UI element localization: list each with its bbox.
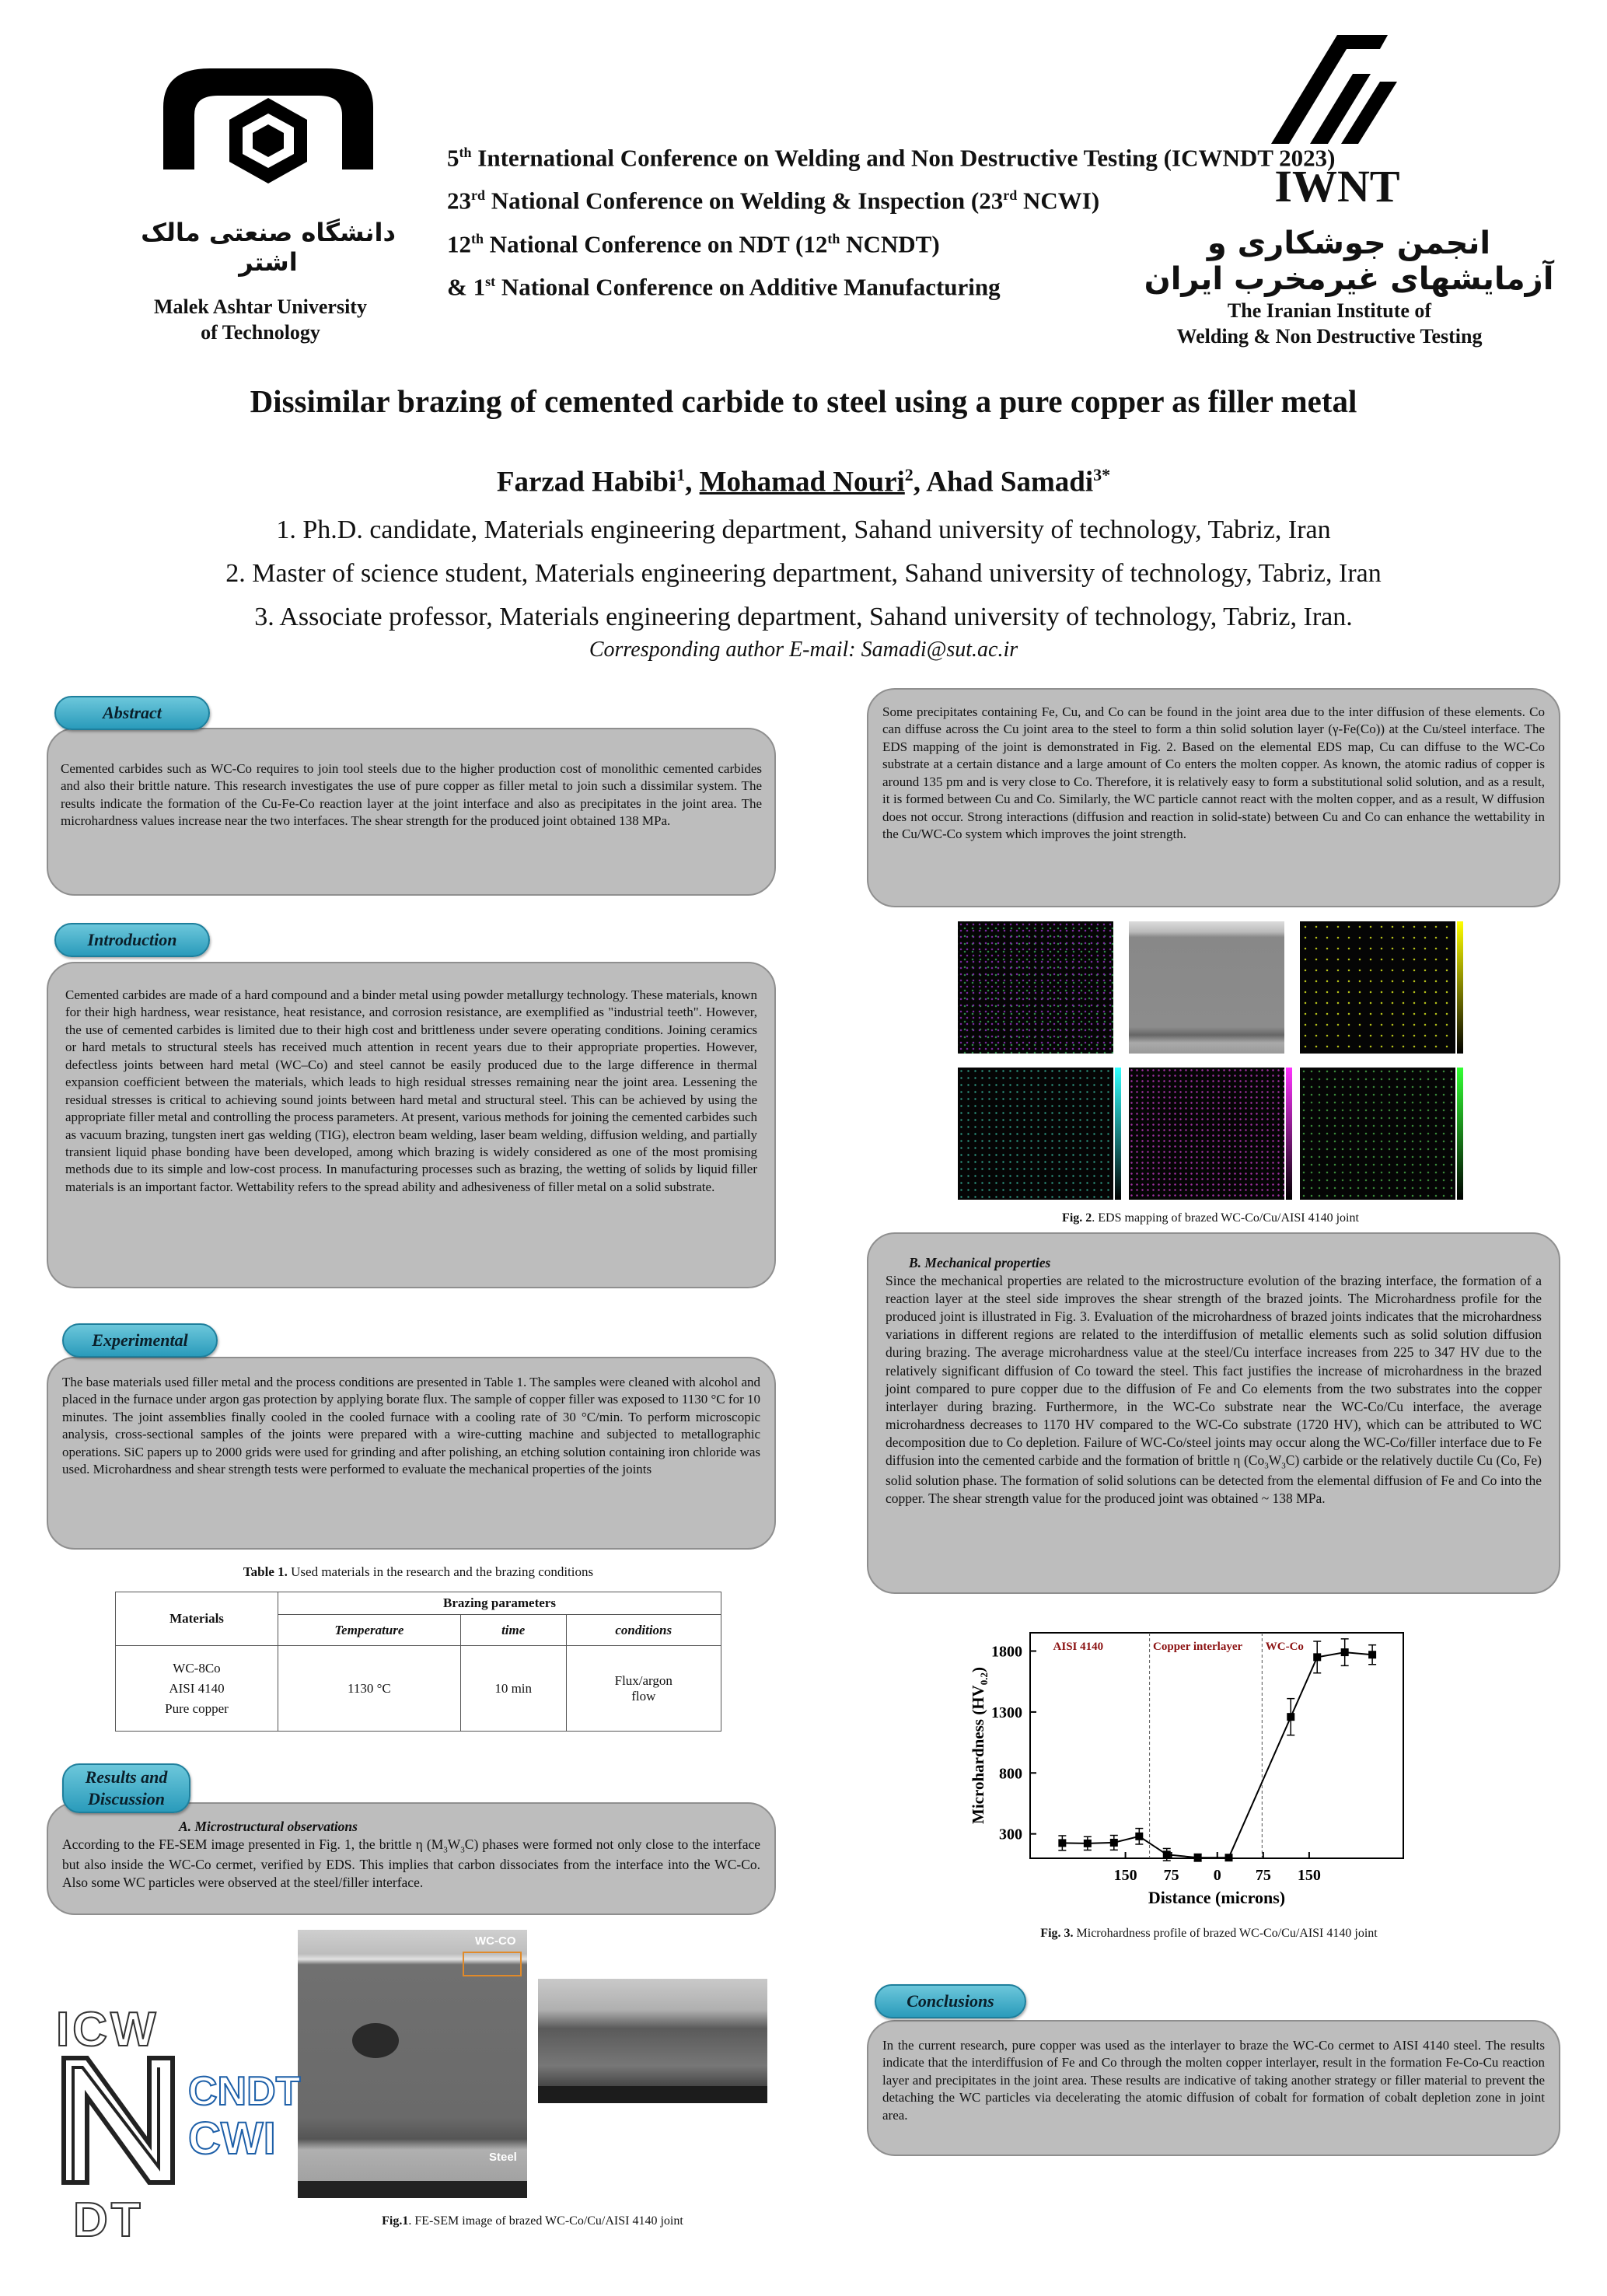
fig1-sem-zoom <box>538 1979 767 2103</box>
fig1-caption: Fig.1. FE-SEM image of brazed WC-Co/Cu/AISI 4140 joint <box>382 2214 683 2228</box>
malek-ashtar-logo <box>148 53 389 232</box>
right-top-text: Some precipitates containing Fe, Cu, and Co can be found in the joint area due to the inter diffusion of these elements. Co can diffuse across the Cu joint area to the steel to form a thin solid solution layer (γ-Fe(Co)) at the Cu/steel interface. The EDS mapping of the joint is demonstrated in Fig. 2. Based on the elemental EDS map, Cu can diffuse to the WC-Co substrate at a certain distance and a large amount of Co enters the molten copper. As known, the atomic radius of copper is around 135 pm and is very close to Co. Therefore, it is relatively easy to form a substitutional solid solution, and as a result, it is formed between Cu and Co. Similarly, the WC particle cannot react with the molten copper, and as a result, W diffusion does not occur. Strong interactions (diffusion and reaction in solid-state) between Cu and Co can enhance the wettability in the Cu/WC-Co system which improves the joint strength. <box>882 704 1545 842</box>
mechanical-text: Since the mechanical properties are related to the microstructure evolution of the brazing interface, the formation of a reaction layer at the steel side improves the shear strength of the brazed joints. The Microhardness profile for the produced joint is illustrated in Fig. 3. Evaluation of the microhardness of brazed joints indicates that the microhardness variations in different regions are related to the interdiffusion of metallic elements such as solid solution diffusion during brazing. The average microhardness value at the steel/Cu interface increases from 225 to 347 HV due to the relatively significant diffusion of Co toward the steel. This fact justifies the increase of microhardness in the brazed joint compared to pure copper due to the diffusion of Fe and Co elements from the two substrates into the copper interlayer during brazing. Furthermore, in the WC-Co substrate near the WC-Co/Cu interface, the average microhardness decreases to 1170 HV compared to the WC-Co substrate (1720 HV), which can be attributed to WC decomposition due to Co depletion. Failure of WC-Co/steel joints may occur along the WC-Co/filler interface due to Fe diffusion into the cemented carbide and the formation of brittle η $(Co_3W_3C)$ carbide or the relatively ductile Cu (Co, Fe) solid solution phase. The formation of solid solutions can be detected from the elemental diffusion of Fe and Co into the copper. The shear strength value for the produced joint was obtained ~ 138 MPa. <box>886 1273 1542 1507</box>
conclusions-heading: Conclusions <box>875 1984 1026 2018</box>
author-3-sup: 3* <box>1093 465 1111 484</box>
corresponding-email: Corresponding author E-mail: Samadi@sut.ac.ir <box>589 638 1018 662</box>
nn-monogram-icon <box>56 2050 180 2190</box>
data-point <box>1163 1850 1171 1858</box>
affiliation-2: 2. Master of science student, Materials engineering department, Sahand university of technology, Tabriz, Iran <box>225 559 1382 588</box>
data-point <box>1287 1713 1294 1721</box>
eds-w-scale <box>1457 921 1463 1054</box>
introduction-heading: Introduction <box>54 923 210 957</box>
author-2-sup: 2 <box>904 465 914 484</box>
malek-ashtar-persian-name: دانشگاه صنعتی مالک اشتر <box>141 218 396 277</box>
fig1-label-top: WC-CO <box>475 1934 516 1948</box>
experimental-text: The base materials used filler metal and the process conditions are presented in Table 1. The samples were cleaned with alcohol and placed in the furnace under argon gas protection by applying borate flux. The sample of copper filler was exposed to 1130 °C for 10 minutes. The joint assemblies finally cooled in the cooled furnace with a cooling rate of 30 °C/min. To perform microscopic analysis, cross-sectional samples of the joints were prepared with a wire-cutting machine and subjected to metallographic operations. SiC papers up to 2000 grids were used for grinding and after polishing, an etching solution containing iron chloride was used. Microhardness and shear strength tests were performed to evaluate the mechanical properties of the joints <box>62 1375 760 1477</box>
left-org-line2: of Technology <box>201 321 320 344</box>
results-heading-line1: Results and <box>85 1767 168 1787</box>
results-text: According to the FE-SEM image presented in Fig. 1, the brittle η $(M_3W_3C)$ phases were formed not only close to the interface but also inside the WC-Co cermet, verified by EDS. This implies that carbon dissociates from the interface into the WC-Co. Also some WC particles were observed at the steel/filler interface. <box>62 1836 760 1891</box>
y-axis-title: Microhardness $(HV_{0.2})$ <box>969 1667 990 1824</box>
eds-map-fe-co-cu <box>958 921 1113 1054</box>
conference-line-3: 12th National Conference on NDT (12th NCNDT) <box>447 229 940 257</box>
eds-map-co <box>1300 1068 1455 1200</box>
author-1-sup: 1 <box>676 465 686 484</box>
conclusions-text: In the current research, pure copper was used as the interlayer to braze the WC-Co cermet to AISI 4140 steel. The results indicate that the interdiffusion of Fe and Co through the molten copper interlayer, result in the formation Fe-Co-Cu reaction layer and precipitates in the joint area. These results are indicative of taking another strategy or filler material to prevent the detaching the WC particles via decelerating the atomic diffusion of cobalt for formation of cobalt depletion zone in joint area. <box>882 2038 1545 2123</box>
iwnt-persian-name: انجمن جوشکاری و آزمایشهای غیرمخرب ایران <box>1144 225 1554 297</box>
icw-logo-text: ICW <box>56 2003 159 2057</box>
data-point <box>1110 1839 1118 1847</box>
eds-map-cu <box>1129 1068 1284 1200</box>
table1-col-time: time <box>460 1615 566 1646</box>
eds-co-scale <box>1457 1068 1463 1200</box>
author-3: Ahad Samadi <box>926 466 1094 498</box>
y-tick-label: 300 <box>999 1826 1022 1843</box>
data-point <box>1341 1648 1349 1656</box>
right-top-box <box>867 688 1560 907</box>
table1-cell-materials: WC-8Co AISI 4140 Pure copper <box>116 1646 278 1732</box>
fig1-scalebar-strip <box>298 2181 527 2198</box>
table1-col-conditions: conditions <box>566 1615 721 1646</box>
data-point <box>1135 1833 1143 1840</box>
data-point <box>1194 1854 1202 1861</box>
abstract-text: Cemented carbides such as WC-Co requires to join tool steels due to the higher production cost of monolithic cemented carbides and also their brittle nature. This research investigates the use of pure copper as filler metal to join such a dissimilar system. The results indicate the formation of the Cu-Fe-Co reaction layer at the joint interface and also as precipitates in the joint area. The microhardness values increase near the two interfaces. The shear strength for the produced joint obtained 138 MPa. <box>61 761 762 829</box>
x-tick-label: 75 <box>1163 1867 1179 1884</box>
poster-title: Dissimilar brazing of cemented carbide to steel using a pure copper as filler metal <box>250 383 1357 419</box>
author-1: Farzad Habibi <box>496 466 677 498</box>
affiliation-3: 3. Associate professor, Materials engineering department, Sahand university of technology, Tabriz, Iran. <box>254 603 1353 631</box>
table1-cell-temperature: 1130 °C <box>278 1646 461 1732</box>
x-tick-label: 0 <box>1213 1867 1221 1884</box>
iwnt-logo-text: IWNT <box>1274 161 1400 211</box>
table1-col-materials: Materials <box>116 1592 278 1646</box>
eds-sem-reference <box>1129 921 1284 1054</box>
right-org-name <box>1127 298 1532 349</box>
eds-cu-scale <box>1286 1068 1292 1200</box>
introduction-text: Cemented carbides are made of a hard compound and a binder metal using powder metallurgy technology. These materials, known for their high hardness, wear resistance, heat resistance, and corrosion resistance, are exemplified as "industrial teeth". However, the use of cemented carbides is limited due to their high cost and brittleness under severe operating conditions. Joining ceramics or hard metals to structural steels has received much attention in recent years due to their appropriate properties. However, defectless joints between hard metal (WC–Co) and steel cannot be easily produced due to the large difference in thermal expansion coefficient between the materials, which leads to high residual stresses remaining near the joint area. Lessening the residual stresses is critical to achieving sound joints between hard metal and structural steel. This can be achieved by using the appropriate filler metal and controlling the process parameters. At present, various methods for joining the cemented carbides such as vacuum brazing, tungsten inert gas welding (TIG), electron beam welding, laser beam welding, diffusion welding, and partially transient liquid phase bonding have been developed, among which brazing is widely considered as one of the most promising methods due to its simple and low-cost process. In manufacturing processes such as brazing, the wetting of solids by liquid filler materials is an important factor. Wettability refers to the spread ability and adhesiveness of filler metal on a solid substrate. <box>65 987 757 1194</box>
x-tick-label: 150 <box>1113 1867 1137 1884</box>
eds-map-fe <box>958 1068 1113 1200</box>
conference-line-4: & 1st National Conference on Additive Manufacturing <box>447 273 1001 301</box>
x-tick-label: 150 <box>1297 1867 1321 1884</box>
fig1-dark-pit <box>352 2023 399 2058</box>
abstract-heading: Abstract <box>54 696 210 730</box>
conclusions-box <box>867 2020 1560 2156</box>
table1-col-group: Brazing parameters <box>278 1592 721 1615</box>
abstract-box <box>47 728 776 896</box>
fig1-zoom-scalebar-strip <box>538 2086 767 2103</box>
dt-logo-text: DT <box>73 2193 144 2247</box>
authors: Farzad Habibi$^1$, Mohamad Nouri$^2$, Ahad Samadi$^{3*}$ <box>496 465 1111 498</box>
icw-cndt-logo <box>56 2002 301 2247</box>
region-label: WC-Co <box>1265 1641 1304 1653</box>
x-axis-title: Distance (microns) <box>1148 1888 1286 1907</box>
conference-line-2: 23rd National Conference on Welding & Inspection (23rd NCWI) <box>447 187 1100 215</box>
chart-frame <box>1030 1633 1403 1858</box>
fig1-label-bottom: Steel <box>489 2151 517 2164</box>
iwnt-logo <box>1263 27 1403 167</box>
data-point <box>1084 1840 1092 1847</box>
y-tick-label: 1800 <box>991 1643 1022 1661</box>
mechanical-box <box>867 1232 1560 1594</box>
affiliation-1: 1. Ph.D. candidate, Materials engineering department, Sahand university of technology, Tabriz, Iran <box>276 515 1331 544</box>
table1 <box>115 1592 721 1732</box>
results-heading <box>62 1763 190 1813</box>
y-tick-label: 1300 <box>991 1704 1022 1721</box>
conference-line-1: 5th International Conference on Welding and Non Destructive Testing (ICWNDT 2023) <box>447 144 1336 172</box>
data-point <box>1368 1651 1376 1658</box>
data-point <box>1313 1653 1321 1661</box>
data-point <box>1225 1854 1233 1861</box>
author-2: Mohamad Nouri <box>699 466 905 498</box>
fig1-highlight-box <box>463 1952 522 1976</box>
fig3-microhardness-chart <box>945 1617 1473 1928</box>
results-box <box>47 1802 776 1915</box>
left-org-name <box>121 294 400 345</box>
x-tick-label: 75 <box>1255 1867 1271 1884</box>
fig2-caption: Fig. 2. EDS mapping of brazed WC-Co/Cu/AISI 4140 joint <box>1062 1211 1359 1225</box>
region-label: AISI 4140 <box>1053 1641 1104 1653</box>
left-org-line1: Malek Ashtar University <box>154 295 367 318</box>
table1-cell-time: 10 min <box>460 1646 566 1732</box>
region-label: Copper interlayer <box>1153 1641 1243 1653</box>
experimental-heading: Experimental <box>62 1323 218 1358</box>
affiliations <box>0 508 1607 639</box>
cwi-logo-text: CWI <box>188 2113 276 2164</box>
data-point <box>1058 1839 1066 1847</box>
fig3-caption: Fig. 3. Microhardness profile of brazed WC-Co/Cu/AISI 4140 joint <box>1040 1927 1378 1940</box>
experimental-box <box>47 1357 776 1550</box>
mechanical-heading: B. Mechanical properties <box>909 1255 1051 1270</box>
y-axis-title-sub: 0.2 <box>978 1672 990 1686</box>
y-tick-label: 800 <box>999 1765 1022 1783</box>
table1-caption: Table 1. Used materials in the research and the brazing conditions <box>243 1564 594 1579</box>
y-axis-title-close: ) <box>969 1667 987 1673</box>
eds-fe-scale <box>1115 1068 1121 1200</box>
series-line <box>1062 1652 1372 1857</box>
results-heading-line2: Discussion <box>87 1789 166 1808</box>
table1-cell-conditions: Flux/argon flow <box>566 1646 721 1732</box>
right-org-line1: The Iranian Institute of <box>1227 299 1432 322</box>
right-org-line2: Welding & Non Destructive Testing <box>1176 325 1483 348</box>
introduction-box <box>47 962 776 1288</box>
eds-map-w <box>1300 921 1455 1054</box>
results-subheading: A. Microstructural observations <box>179 1819 358 1834</box>
cndt-logo-text: CNDT <box>188 2069 301 2114</box>
table1-col-temperature: Temperature <box>278 1615 461 1646</box>
fig1-sem-main <box>298 1930 527 2198</box>
